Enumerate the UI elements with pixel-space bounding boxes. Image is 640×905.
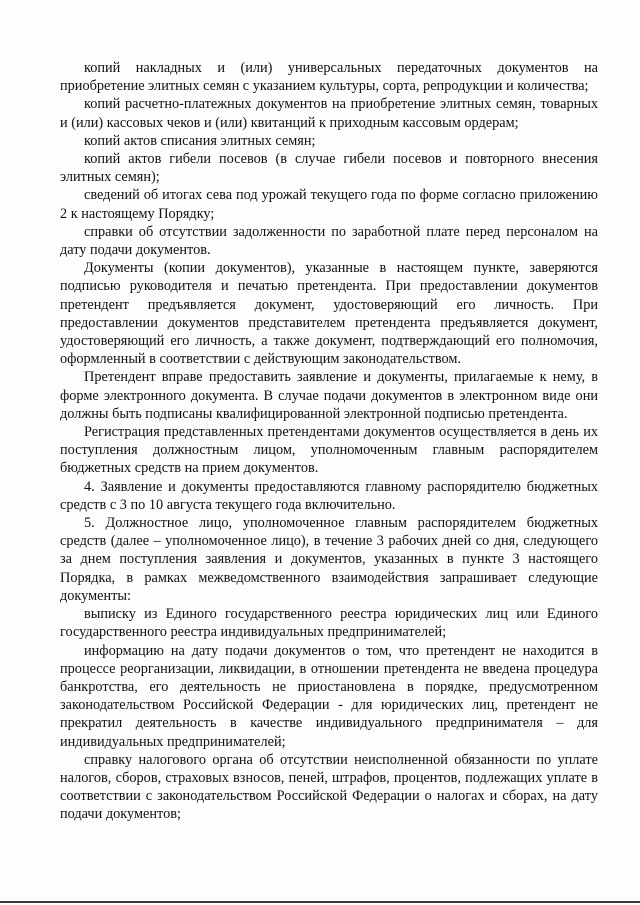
paragraph-interagency-request: 5. Должностное лицо, уполномоченное главным распорядителем бюджетных средств (далее – уполномоченное лицо), в течение 3 рабочих дней со дня, следующего за днем поступления заявления и документов, указанных в пункте 3 настоящего Порядка, в рамках межведомственного взаимодействия запрашивает следующие документы:	[60, 515, 598, 604]
paragraph-submission-dates: 4. Заявление и документы предоставляются главному распорядителю бюджетных средств с 3 по 10 августа текущего года включительно.	[60, 478, 598, 513]
paragraph-document-certification: Документы (копии документов), указанные в настоящем пункте, заверяются подписью руководителя и печатью претендента. При предоставлении документов претендент предъявляется документ, удостоверяющий его личность. При предоставлении документов представителем претендента предъявляется документ, удостоверяющий его личность, а также документ, подтверждающий его полномочия, оформленный в соответствии с действующим законодательством.	[60, 260, 598, 368]
paragraph-registry-extract: выписку из Единого государственного реестра юридических лиц или Единого государственного реестра индивидуальных предпринимателей;	[60, 606, 598, 641]
document-body	[60, 59, 598, 824]
paragraph-writeoff-acts: копий актов списания элитных семян;	[84, 132, 316, 149]
paragraph-salary-debt-certificate: справки об отсутствии задолженности по заработной плате перед персоналом на дату подачи документов.	[60, 223, 598, 259]
paragraph-electronic-submission: Претендент вправе предоставить заявление и документы, прилагаемые к нему, в форме электронного документа. В случае подачи документов в электронном виде они должны быть подписаны квалифицированной электронной подписью претендента.	[60, 369, 598, 422]
paragraph-waybill-copies: копий накладных и (или) универсальных передаточных документов на приобретение элитных семян с указанием культуры, сорта, репродукции и количества;	[60, 60, 598, 95]
paragraph-sowing-results: сведений об итогах сева под урожай текущего года по форме согласно приложению 2 к настоящему Порядку;	[60, 187, 598, 222]
page-bottom-rule	[0, 901, 640, 903]
paragraph-reorganization-info: информацию на дату подачи документов о том, что претендент не находится в процессе реорганизации, ликвидации, в отношении претендента не введена процедура банкротства, его деятельность не приостановлена в порядке, предусмотренном законодательством Российской Федерации - для юридических лиц, претендент не прекратил деятельность в качестве индивидуального предпринимателя – для индивидуальных предпринимателей;	[60, 642, 598, 750]
paragraph-registration: Регистрация представленных претендентами документов осуществляется в день их поступления должностным лицом, уполномоченным главным распорядителем бюджетных средств на прием документов.	[60, 424, 598, 477]
paragraph-tax-certificate: справку налогового органа об отсутствии неисполненной обязанности по уплате налогов, сборов, страховых взносов, пеней, штрафов, процентов, подлежащих уплате в соответствии с законодательством Российской Федерации о налогах и сборах, на дату подачи документов;	[60, 751, 598, 823]
paragraph-payment-copies: копий расчетно-платежных документов на приобретение элитных семян, товарных и (или) кассовых чеков и (или) квитанций к приходным кассовым ордерам;	[60, 96, 598, 131]
paragraph-crop-loss-acts: копий актов гибели посевов (в случае гибели посевов и повторного внесения элитных семян);	[60, 151, 598, 186]
